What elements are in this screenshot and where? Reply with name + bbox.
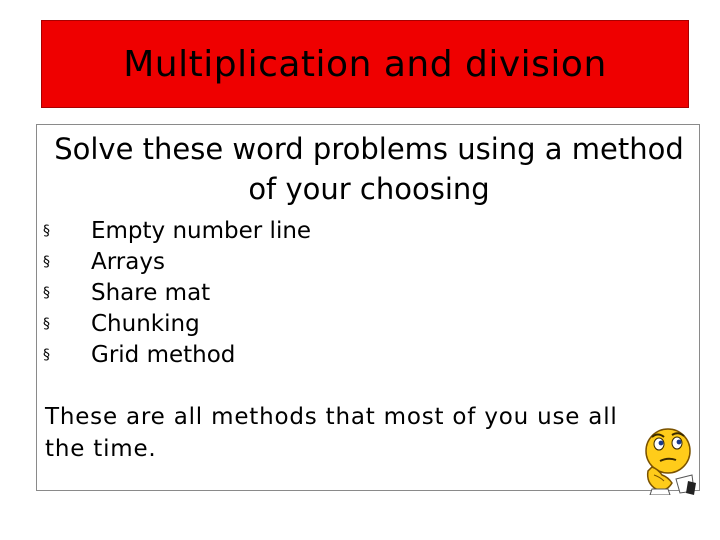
list-item [37, 277, 311, 308]
list-item [37, 246, 311, 277]
footer-note: These are all methods that most of you use all the time. [45, 404, 618, 462]
method-label: Share mat [91, 279, 211, 306]
method-label: Empty number line [91, 217, 312, 244]
bullet-icon: § [43, 315, 50, 332]
slide-title: Multiplication and division [123, 43, 607, 85]
content-panel [36, 124, 700, 491]
method-label: Arrays [91, 248, 165, 275]
method-label: Chunking [91, 310, 200, 337]
bullet-icon: § [43, 346, 50, 363]
thinking-face-icon [638, 425, 698, 495]
methods-list [37, 215, 311, 370]
slide-subtitle: Solve these word problems using a method of your choosing [54, 132, 684, 206]
method-label: Grid method [91, 341, 236, 368]
bullet-icon: § [43, 284, 50, 301]
list-item [37, 215, 311, 246]
list-item [37, 308, 311, 339]
title-banner [41, 20, 689, 108]
bullet-icon: § [43, 222, 50, 239]
bullet-icon: § [43, 253, 50, 270]
list-item [37, 339, 311, 370]
